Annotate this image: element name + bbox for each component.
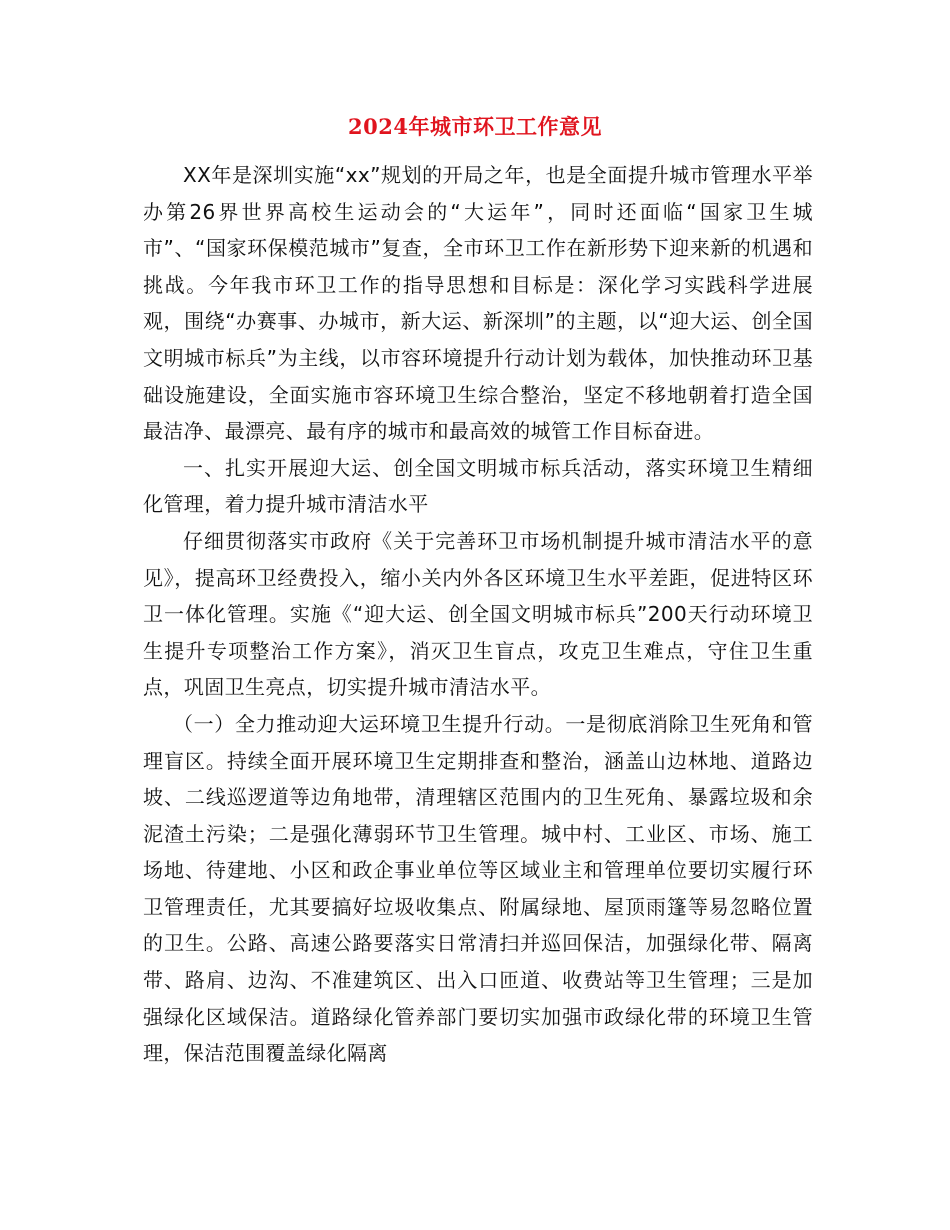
document-body (143, 157, 813, 1072)
paragraph-section-1: 仔细贯彻落实市政府《关于完善环卫市场机制提升城市清洁水平的意见》，提高环卫经费投入，缩小关内外各区环境卫生水平差距，促进特区环卫一体化管理。实施《“迎大运、创全国文明城市标兵”200天行动环境卫生提升专项整治工作方案》，消灭卫生盲点，攻克卫生难点，守住卫生重点，巩固卫生亮点，切实提升城市清洁水平。 (143, 528, 813, 700)
paragraph-intro: XX年是深圳实施“xx”规划的开局之年，也是全面提升城市管理水平举办第26界世界高校生运动会的“大运年”，同时还面临“国家卫生城市”、“国家环保模范城市”复查，全市环卫工作在新形势下迎来新的机遇和挑战。今年我市环卫工作的指导思想和目标是：深化学习实践科学进展观，围绕“办赛事、办城市，新大运、新深圳”的主题，以“迎大运、创全国文明城市标兵”为主线，以市容环境提升行动计划为载体，加快推动环卫基础设施建设，全面实施市容环境卫生综合整治，坚定不移地朝着打造全国最洁净、最漂亮、最有序的城市和最高效的城管工作目标奋进。 (143, 163, 813, 444)
document-title: 2024年城市环卫工作意见 (348, 114, 602, 139)
paragraph-subsection-1: （一）全力推动迎大运环境卫生提升行动。一是彻底消除卫生死角和管理盲区。持续全面开展环境卫生定期排查和整治，涵盖山边林地、道路边坡、二线巡逻道等边角地带，清理辖区范围内的卫生死角、暴露垃圾和余泥渣土污染；二是强化薄弱环节卫生管理。城中村、工业区、市场、施工场地、待建地、小区和政企事业单位等区域业主和管理单位要切实履行环卫管理责任，尤其要搞好垃圾收集点、附属绿地、屋顶雨篷等易忽略位置的卫生。公路、高速公路要落实日常清扫并巡回保洁，加强绿化带、隔离带、路肩、边沟、不准建筑区、出入口匝道、收费站等卫生管理；三是加强绿化区域保洁。道路绿化管养部门要切实加强市政绿化带的环境卫生管理，保洁范围覆盖绿化隔离 (143, 711, 813, 1066)
section-heading-1: 一、扎实开展迎大运、创全国文明城市标兵活动，落实环境卫生精细化管理，着力提升城市清洁水平 (143, 455, 813, 517)
